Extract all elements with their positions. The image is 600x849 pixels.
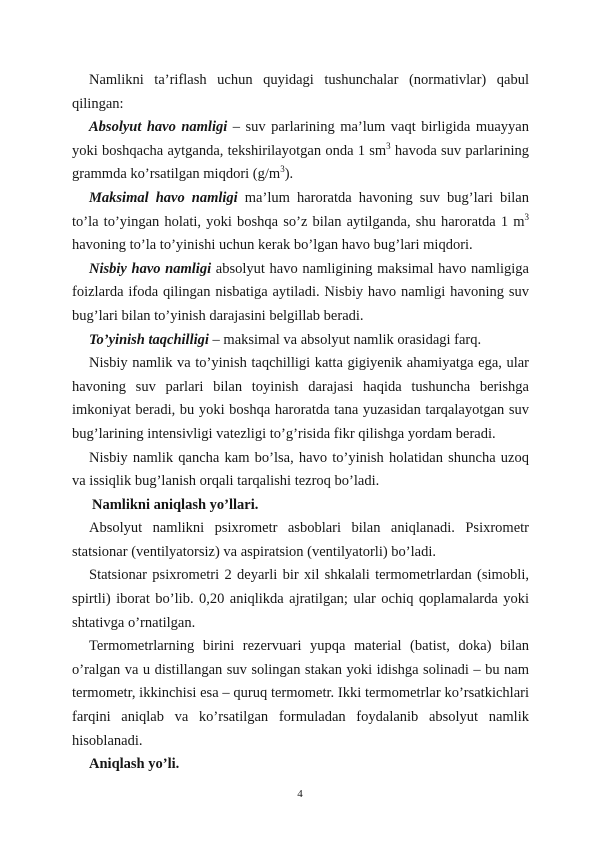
- definition-text: – suv parlarining ma’lum vaqt birligida muayyan yoki boshqacha aytganda, tekshirilayotgan onda 1 sm: [72, 119, 529, 159]
- body-paragraph: Statsionar psixrometri 2 deyarli bir xil shkalali termometrlardan (simobli, spirtli) iborat bo’lib. 0,20 aniqlikda ajratilgan; ular ochiq qoplamalarda yoki shtativga o’rnatilgan.: [72, 567, 529, 631]
- definition-text: ma’lum haroratda havoning suv bug’lari bilan to’la to’yingan holati, yoki boshqa so’z bilan aytilganda, shu haroratda 1 m: [72, 189, 529, 230]
- saturation-deficit-definition: [72, 329, 529, 353]
- absolute-humidity-definition: [72, 116, 529, 187]
- subsection-heading: Aniqlash yo’li.: [89, 756, 180, 773]
- term-relative-humidity: Nisbiy havo namligi: [89, 260, 212, 277]
- superscript: 3: [524, 211, 529, 222]
- page-number: 4: [297, 788, 303, 800]
- superscript: 3: [386, 140, 391, 151]
- maximum-humidity-definition: [72, 187, 529, 258]
- page-body: [72, 69, 529, 777]
- body-paragraph: Nisbiy namlik qancha kam bo’lsa, havo to’yinish holatidan shuncha uzoq va issiqlik bug’lanish orqali tarqalishi tezroq bo’ladi.: [72, 449, 529, 490]
- definition-text: – maksimal va absolyut namlik orasidagi farq.: [208, 331, 482, 348]
- definition-text: havoda suv parlarining grammda ko’rsatilgan miqdori (g/m: [72, 142, 529, 183]
- intro-paragraph: Namlikni ta’riflash uchun quyidagi tushunchalar (normativlar) qabul qilingan:: [72, 72, 529, 112]
- relative-humidity-definition: [72, 258, 529, 329]
- term-absolute-humidity: Absolyut havo namligi: [89, 119, 228, 136]
- definition-text: absolyut havo namligining maksimal havo namligiga foizlarda ifoda qilingan nisbatiga aytiladi. Nisbiy havo namligi havoning suv bug’lari bilan to’yinish darajasini belgillab beradi.: [72, 260, 529, 324]
- term-maximum-humidity: Maksimal havo namligi: [89, 189, 238, 206]
- body-paragraph: Termometrlarning birini rezervuari yupqa material (batist, doka) bilan o’ralgan va u distillangan suv solingan stakan yoki idishga solinadi – bu nam termometr, ikkinchisi esa – quruq termometr. Ikki termometrlar ko’rsatkichlari farqini aniqlab va ko’rsatilgan formuladan foydalanib absolyut namlik hisoblanadi.: [72, 638, 529, 749]
- definition-text: havoning to’la to’yinishi uchun kerak bo’lgan havo bug’lari miqdori.: [72, 237, 473, 254]
- body-paragraph: Absolyut namlikni psixrometr asboblari bilan aniqlanadi. Psixrometr statsionar (ventilyatorsiz) va aspiratsion (ventilyatorli) bo’ladi.: [72, 520, 529, 560]
- definition-text: ).: [284, 166, 294, 183]
- body-paragraph: Nisbiy namlik va to’yinish taqchilligi katta gigiyenik ahamiyatga ega, ular havoning suv parlari bilan toyinish darajasi haqida tushuncha berishga imkoniyat beradi, bu yoki boshqa haroratda tana yuzasidan tarqalayotgan suv bug’larining intensivligi vatezligi to’g’risida fikr qilishga yordam beradi.: [72, 355, 529, 442]
- superscript: 3: [280, 164, 285, 175]
- section-heading: Namlikni aniqlash yo’llari.: [92, 496, 259, 513]
- term-saturation-deficit: To’yinish taqchilligi: [89, 331, 209, 348]
